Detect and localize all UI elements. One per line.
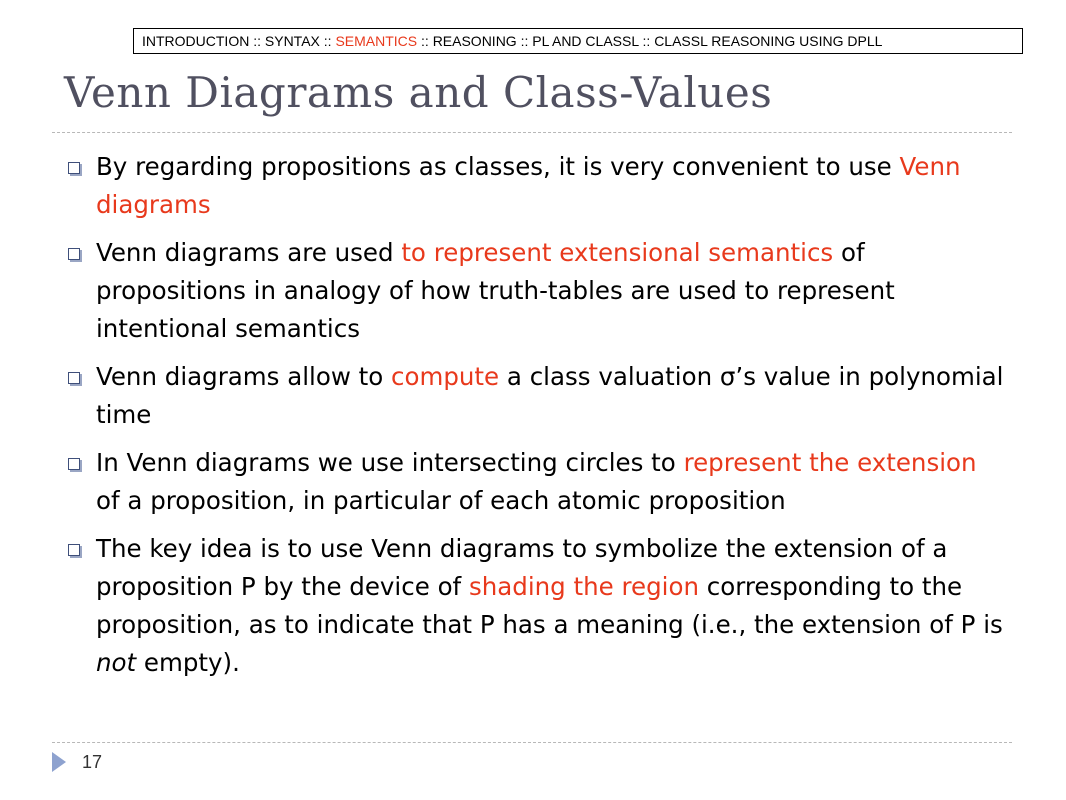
page-number: 17 [82,752,103,772]
bullet-emphasis: not [96,648,137,677]
nav-semantics[interactable]: SEMANTICS [335,33,418,49]
bullet-text: of propositions in analogy of how truth-tables are used to represent intentional semantics [96,238,895,343]
nav-separator: :: [520,33,529,49]
bullet-text: empty). [136,648,240,677]
section-navigation-bar [133,28,1023,54]
nav-separator: :: [421,33,429,49]
triangle-marker-icon [52,752,66,772]
bullet-text: of a proposition, in particular of each atomic proposition [96,486,786,515]
bullet-text: Venn diagrams allow to [96,362,392,391]
bullet-item [60,148,1005,224]
bullet-text: a class valuation σ’s value in polynomial time [96,362,1004,429]
bullet-list [60,148,1005,692]
square-bullet-icon [68,162,80,174]
square-bullet-icon [68,544,80,556]
bullet-item [60,444,1005,520]
square-bullet-icon [68,248,80,260]
nav-separator: :: [642,33,651,49]
bullet-item [60,530,1005,682]
nav-syntax[interactable]: SYNTAX [264,33,320,49]
nav-classl-reasoning[interactable]: CLASSL REASONING USING DPLL [654,33,883,49]
bullet-highlight: Venn diagrams [96,152,961,219]
bullet-highlight: compute [391,362,500,391]
bullet-text: corresponding to the proposition, as to indicate that P has a meaning (i.e., the extension of P is [96,572,1003,639]
bullet-text: In Venn diagrams we use intersecting circles to [96,448,684,477]
bullet-item [60,234,1005,348]
bullet-text: By regarding propositions as classes, it is very convenient to use [96,152,900,181]
footer-divider [52,742,1012,743]
bullet-text: Venn diagrams are used [96,238,402,267]
bullet-item [60,358,1005,434]
bullet-text: The key idea is to use Venn diagrams to symbolize the extension of a proposition P by the device of [96,534,948,601]
nav-reasoning[interactable]: REASONING [432,33,517,49]
nav-separator: :: [323,33,332,49]
bullet-highlight: shading the region [468,572,699,601]
bullet-highlight: to represent extensional semantics [401,238,834,267]
title-divider [52,132,1012,133]
bullet-highlight: represent the extension [683,448,977,477]
square-bullet-icon [68,372,80,384]
nav-introduction[interactable]: INTRODUCTION [142,33,250,49]
square-bullet-icon [68,458,80,470]
nav-separator: :: [253,33,261,49]
slide-title: Venn Diagrams and Class-Values [64,68,773,117]
nav-pl-and-classl[interactable]: PL AND CLASSL [532,33,639,49]
